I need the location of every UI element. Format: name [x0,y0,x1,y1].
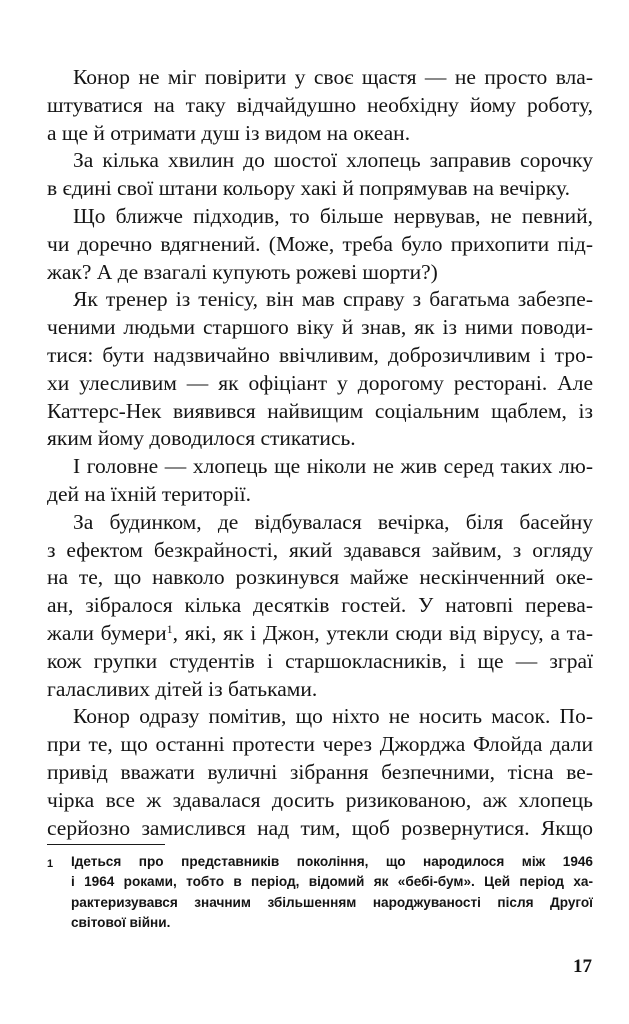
text-line: За кілька хвилин до шостої хлопець заправив сорочку [73,148,593,173]
text-line: ченими людьми старшого віку й знав, як із ними поводи- [47,315,593,340]
text-line: серйозно замислився над тим, щоб розвернутися. Якщо [47,815,593,840]
text-line: штуватися на таку відчайдушно необхідну йому роботу, [47,92,593,117]
main-text [47,64,593,842]
text-line: з ефектом безкрайності, який здавався зайвим, з огляду [47,537,593,562]
text-line: привід вважати вуличні зібрання безпечними, тісна ве- [47,759,593,784]
text-line: дей на їхній території. [47,481,251,506]
text-line: чірка все ж здавалася досить ризикованою, аж хлопець [47,787,593,812]
footnote-line: світової війни. [71,915,171,931]
text-line: чи доречно вдягнений. (Може, треба було прихопити під- [47,231,593,256]
text-line: За будинком, де відбувалася вечірка, біля басейну [73,509,593,534]
footnote-line: і 1964 роками, тобто в період, відомий як «бебі-бум». Цей період ха- [71,874,593,890]
page-number: 17 [573,956,592,977]
text-line: тися: бути надзвичайно ввічливим, доброзичливим і тро- [47,342,593,367]
text-line: Як тренер із тенісу, він мав справу з багатьма забезпе- [73,287,593,312]
text-fragment: , які, як і Джон, утекли сюди від вірусу, а та- [172,620,593,645]
text-line: хи улесливим — як офіціант у дорогому ресторані. Але [47,370,593,395]
text-line: галасливих дітей із батьками. [47,676,318,701]
footnote-line: рактеризувався значним збільшенням народжуваності після Другої [71,894,593,910]
footnote-marker: 1 [47,858,54,870]
text-line: на те, що навколо розкинувся майже нескінченний оке- [47,565,593,590]
text-fragment: жали бумери [47,620,167,645]
text-line: в єдині свої штани кольору хакі й попрямував на вечірку. [47,176,571,201]
text-line: І головне — хлопець ще ніколи не жив серед таких лю- [73,454,593,479]
footnote-divider [47,844,165,845]
text-line: Конор не міг повірити у своє щастя — не просто вла- [73,65,593,89]
footnote-reference[interactable]: 1 [166,621,173,636]
text-line [47,620,593,648]
text-line: Конор одразу помітив, що ніхто не носить масок. По- [73,704,593,729]
text-line: кож групки студентів і старшокласників, і ще — зграї [47,648,593,673]
text-line: при те, що останні протести через Джорджа Флойда дали [47,732,593,757]
text-line: а ще й отримати душ із видом на океан. [47,120,411,145]
text-line: Каттерс-Нек виявився найвищим соціальним щаблем, із [47,398,593,423]
text-line: Що ближче підходив, то більше нервував, не певний, [73,203,593,228]
text-line: ан, зібралося кілька десятків гостей. У натовпі перева- [47,593,593,618]
text-line: яким йому доводилося стикатись. [47,426,356,451]
footnote [47,852,593,934]
text-line: жак? А де взагалі купують рожеві шорти?) [47,259,438,284]
footnote-line: Ідеться про представників покоління, що народилося між 1946 [71,854,593,869]
